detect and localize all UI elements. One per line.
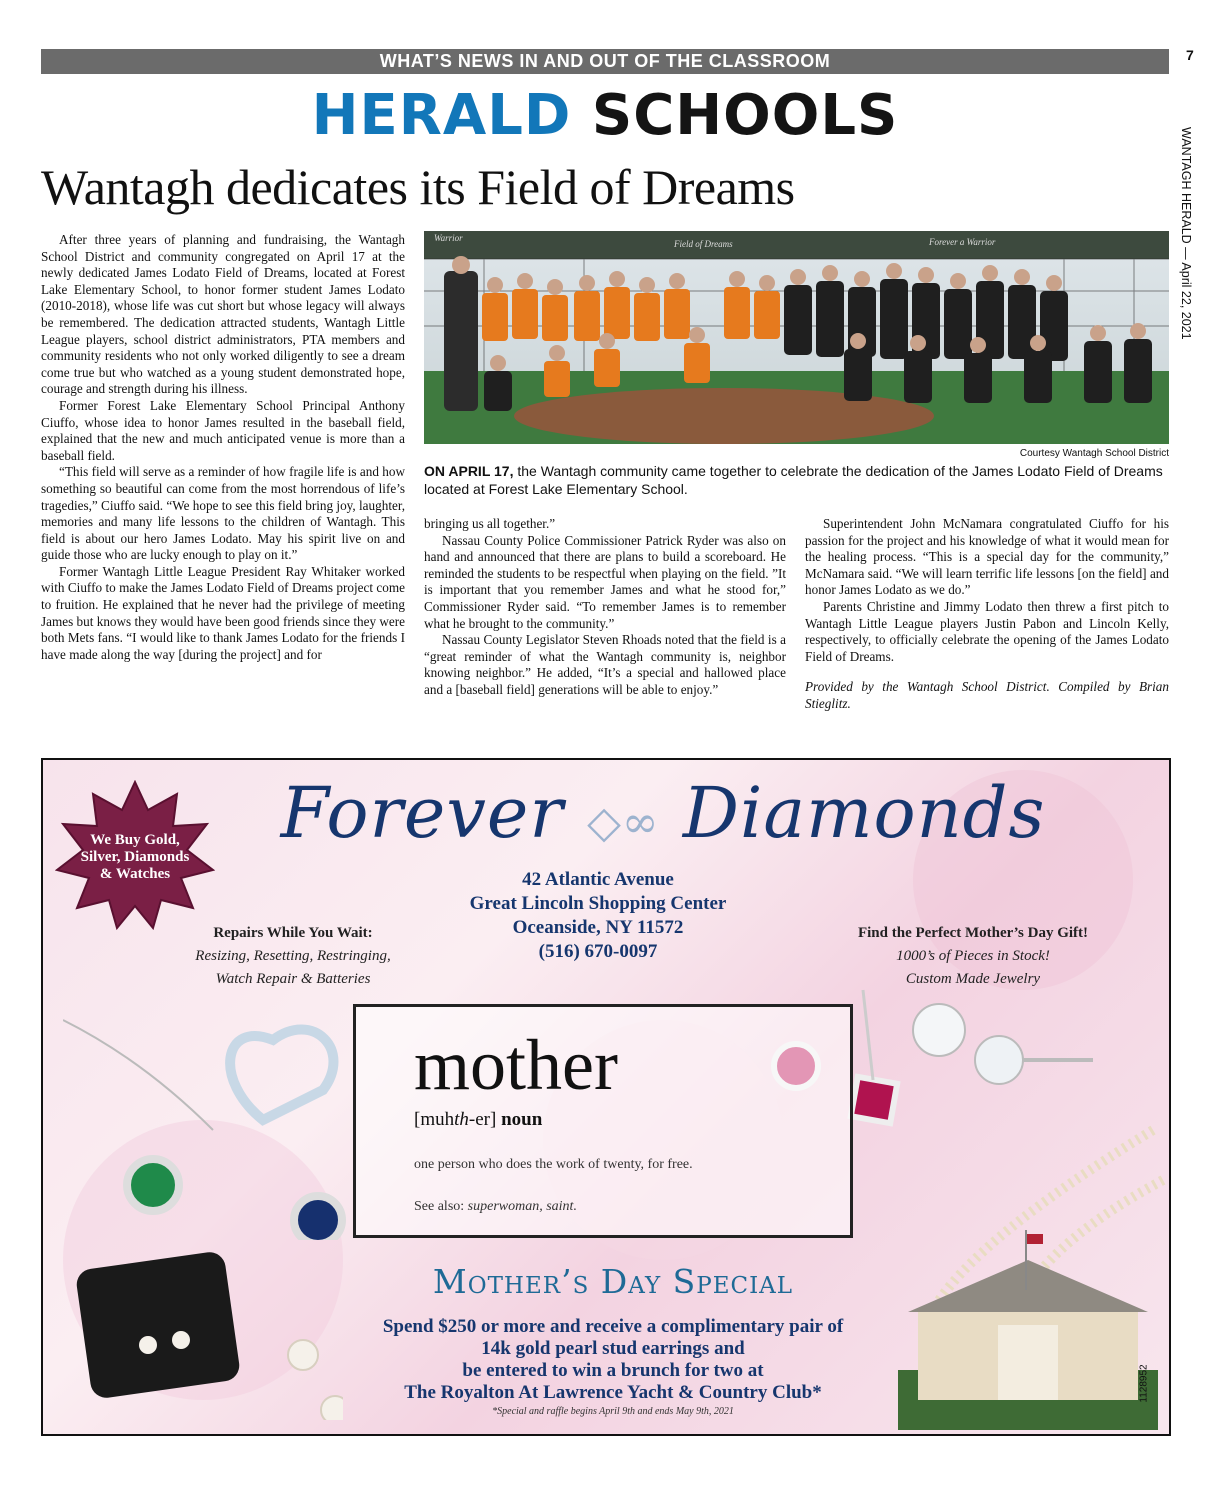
country-club-illustration bbox=[898, 1230, 1158, 1430]
phone-number: (516) 670-0097 bbox=[538, 941, 658, 962]
special-line: Spend $250 or more and receive a complimentary pair of bbox=[382, 1316, 844, 1337]
paragraph: Nassau County Police Commissioner Patrick Ryder was also on hand and announced that there are plans to build a scoreboard. He reminded the students to be respectful when playing on the field. ”It is important that you remember James and what he stood for,” Commissioner Ryder said. “To remember James is to remember what he brought to the community.” bbox=[424, 532, 786, 631]
part-of-speech: noun bbox=[501, 1109, 543, 1130]
address-line: Great Lincoln Shopping Center bbox=[469, 893, 727, 914]
special-line: The Royalton At Lawrence Yacht & Country Club* bbox=[404, 1382, 822, 1403]
repairs-line: Resizing, Resetting, Restringing, bbox=[195, 948, 391, 964]
address-line: Oceanside, NY 11572 bbox=[512, 917, 684, 938]
definition-pronunciation bbox=[414, 1109, 542, 1131]
diamond-icon: ◇∞ bbox=[587, 797, 660, 848]
ad-title bbox=[223, 768, 1103, 868]
photo-sign-warrior: Warrior bbox=[434, 233, 463, 243]
ad-title-forever: Forever bbox=[280, 772, 564, 854]
article-headline: Wantagh dedicates its Field of Dreams bbox=[41, 159, 795, 215]
compiled-by: Provided by the Wantagh School District. Compiled by Brian Stieglitz. bbox=[805, 679, 1169, 711]
page-number: 7 bbox=[1186, 47, 1194, 63]
section-title-herald: HERALD bbox=[311, 83, 572, 148]
ad-title-diamonds: Diamonds bbox=[682, 772, 1046, 854]
gift-heading: Find the Perfect Mother’s Day Gift! bbox=[857, 925, 1089, 941]
pearl-earrings-box-illustration bbox=[63, 1240, 343, 1420]
paragraph: “This field will serve as a reminder of how fragile life is and how something so beautiful can come from the most horrendous of life’s tragedies,” Ciuffo said. “We hope to see this field bring joy, laughter, memories and many life lessons to the children of Wantagh. This field is about our hero James Lodato. May his spirit live on and guide those who are lucky enough to play on it.” bbox=[41, 464, 405, 563]
repairs-heading: Repairs While You Wait: bbox=[213, 925, 373, 941]
caption-text: the Wantagh community came together to celebrate the dedication of the James Lodato Field of Dreams located at Forest Lake Elementary School. bbox=[424, 463, 1163, 497]
pron-part: -er] bbox=[468, 1109, 497, 1130]
paragraph: Former Forest Lake Elementary School Principal Anthony Ciuffo, whose idea to honor James resulted in the baseball field, explained that the new and much anticipated venue is more than a baseball field. bbox=[41, 397, 405, 463]
definition-text: one person who does the work of twenty, for free. bbox=[414, 1157, 693, 1172]
special-heading: Mother’s Day Special bbox=[432, 1262, 794, 1301]
photo-sign-field-of-dreams: Field of Dreams bbox=[674, 239, 733, 249]
side-folio bbox=[1176, 127, 1196, 340]
fine-print: *Special and raffle begins April 9th and ends May 9th, 2021 bbox=[492, 1406, 734, 1417]
team-photo-illustration bbox=[424, 231, 1169, 444]
store-address bbox=[423, 868, 773, 964]
definition-box bbox=[353, 1004, 853, 1238]
see-also-terms: superwoman, saint. bbox=[467, 1199, 577, 1214]
paragraph: Former Wantagh Little League President Ray Whitaker worked with Ciuffo to make the James Lodato Field of Dreams project come to fruition. He explained that he never had the privilege of meeting James but knows they would have been good friends since they were both Mets fans. “I would like to thank James Lodato for the friends I have made along the way [during the project] and for bbox=[41, 563, 405, 662]
section-banner: WHAT’S NEWS IN AND OUT OF THE CLASSROOM bbox=[41, 49, 1169, 74]
see-also-label: See also: bbox=[414, 1199, 465, 1214]
heart-necklace-illustration bbox=[63, 980, 363, 1240]
pron-part: [muh bbox=[414, 1109, 455, 1130]
ad-number-text: 1128952 bbox=[1138, 1364, 1150, 1403]
gift-line: Custom Made Jewelry bbox=[905, 971, 1041, 987]
gift-line: 1000’s of Pieces in Stock! bbox=[896, 948, 1050, 964]
ad-number bbox=[1137, 1350, 1151, 1420]
photo-sign-forever-warrior: Forever a Warrior bbox=[929, 237, 996, 247]
definition-word: mother bbox=[414, 1025, 618, 1105]
special-line: be entered to win a brunch for two at bbox=[462, 1360, 764, 1381]
diamond-studs-illustration bbox=[903, 1000, 1143, 1130]
photo-credit: Courtesy Wantagh School District bbox=[1019, 448, 1169, 459]
starburst-text bbox=[67, 832, 203, 883]
paragraph: After three years of planning and fundraising, the Wantagh School District and community congregated on April 17 at the newly dedicated James Lodato Field of Dreams, located at Forest Lake Elementary School, to honor former student James Lodato (2010-2018), whose life was cut short but whose legacy will always be remembered. The dedication attracted students, Wantagh Little League players, school district administrators, PTA members and community residents who not only worked diligently to see a dream come true but who watched as a young student demonstrated hope, courage and strength during his illness. bbox=[41, 232, 405, 397]
special-line: 14k gold pearl stud earrings and bbox=[481, 1338, 745, 1359]
paragraph: Parents Christine and Jimmy Lodato then threw a first pitch to Wantagh Little League players Justin Pabon and Lincoln Kelly, respectively, to officially celebrate the opening of the James Lodato Field of Dreams. bbox=[805, 598, 1169, 664]
definition-see-also bbox=[414, 1199, 577, 1215]
article-column-3 bbox=[805, 516, 1169, 713]
article-column-2 bbox=[424, 516, 786, 699]
team-photo bbox=[424, 231, 1169, 444]
forever-diamonds-ad bbox=[41, 758, 1171, 1436]
article-column-1 bbox=[41, 232, 405, 663]
burst-line: Silver, Diamonds bbox=[80, 849, 190, 865]
paragraph: Nassau County Legislator Steven Rhoads noted that the field is a “great reminder of what the Wantagh community is, neighbor knowing neighbor.” He added, “It’s a special and hallowed place and a [baseball field] generations will be able to enjoy.” bbox=[424, 632, 786, 697]
section-title-schools: SCHOOLS bbox=[591, 83, 899, 148]
address-line: 42 Atlantic Avenue bbox=[522, 869, 674, 890]
side-folio-text: WANTAGH HERALD — April 22, 2021 bbox=[1179, 127, 1193, 340]
section-title bbox=[41, 82, 1169, 150]
burst-line: We Buy Gold, bbox=[90, 832, 180, 848]
pron-part: th bbox=[454, 1109, 469, 1130]
paragraph: Superintendent John McNamara congratulated Ciuffo for his passion for the project and his knowledge of what it would mean for the healing process. “This is a special day for the community,” McNamara said. “We will learn terrific life lessons [on the field] and honor James Lodato as we do.” bbox=[805, 516, 1169, 598]
repairs-line: Watch Repair & Batteries bbox=[215, 971, 371, 987]
special-text bbox=[333, 1316, 893, 1404]
photo-caption bbox=[424, 462, 1169, 498]
burst-line: & Watches bbox=[99, 866, 171, 882]
paragraph: bringing us all together.” bbox=[424, 516, 556, 531]
caption-lead: ON APRIL 17, bbox=[424, 463, 514, 479]
